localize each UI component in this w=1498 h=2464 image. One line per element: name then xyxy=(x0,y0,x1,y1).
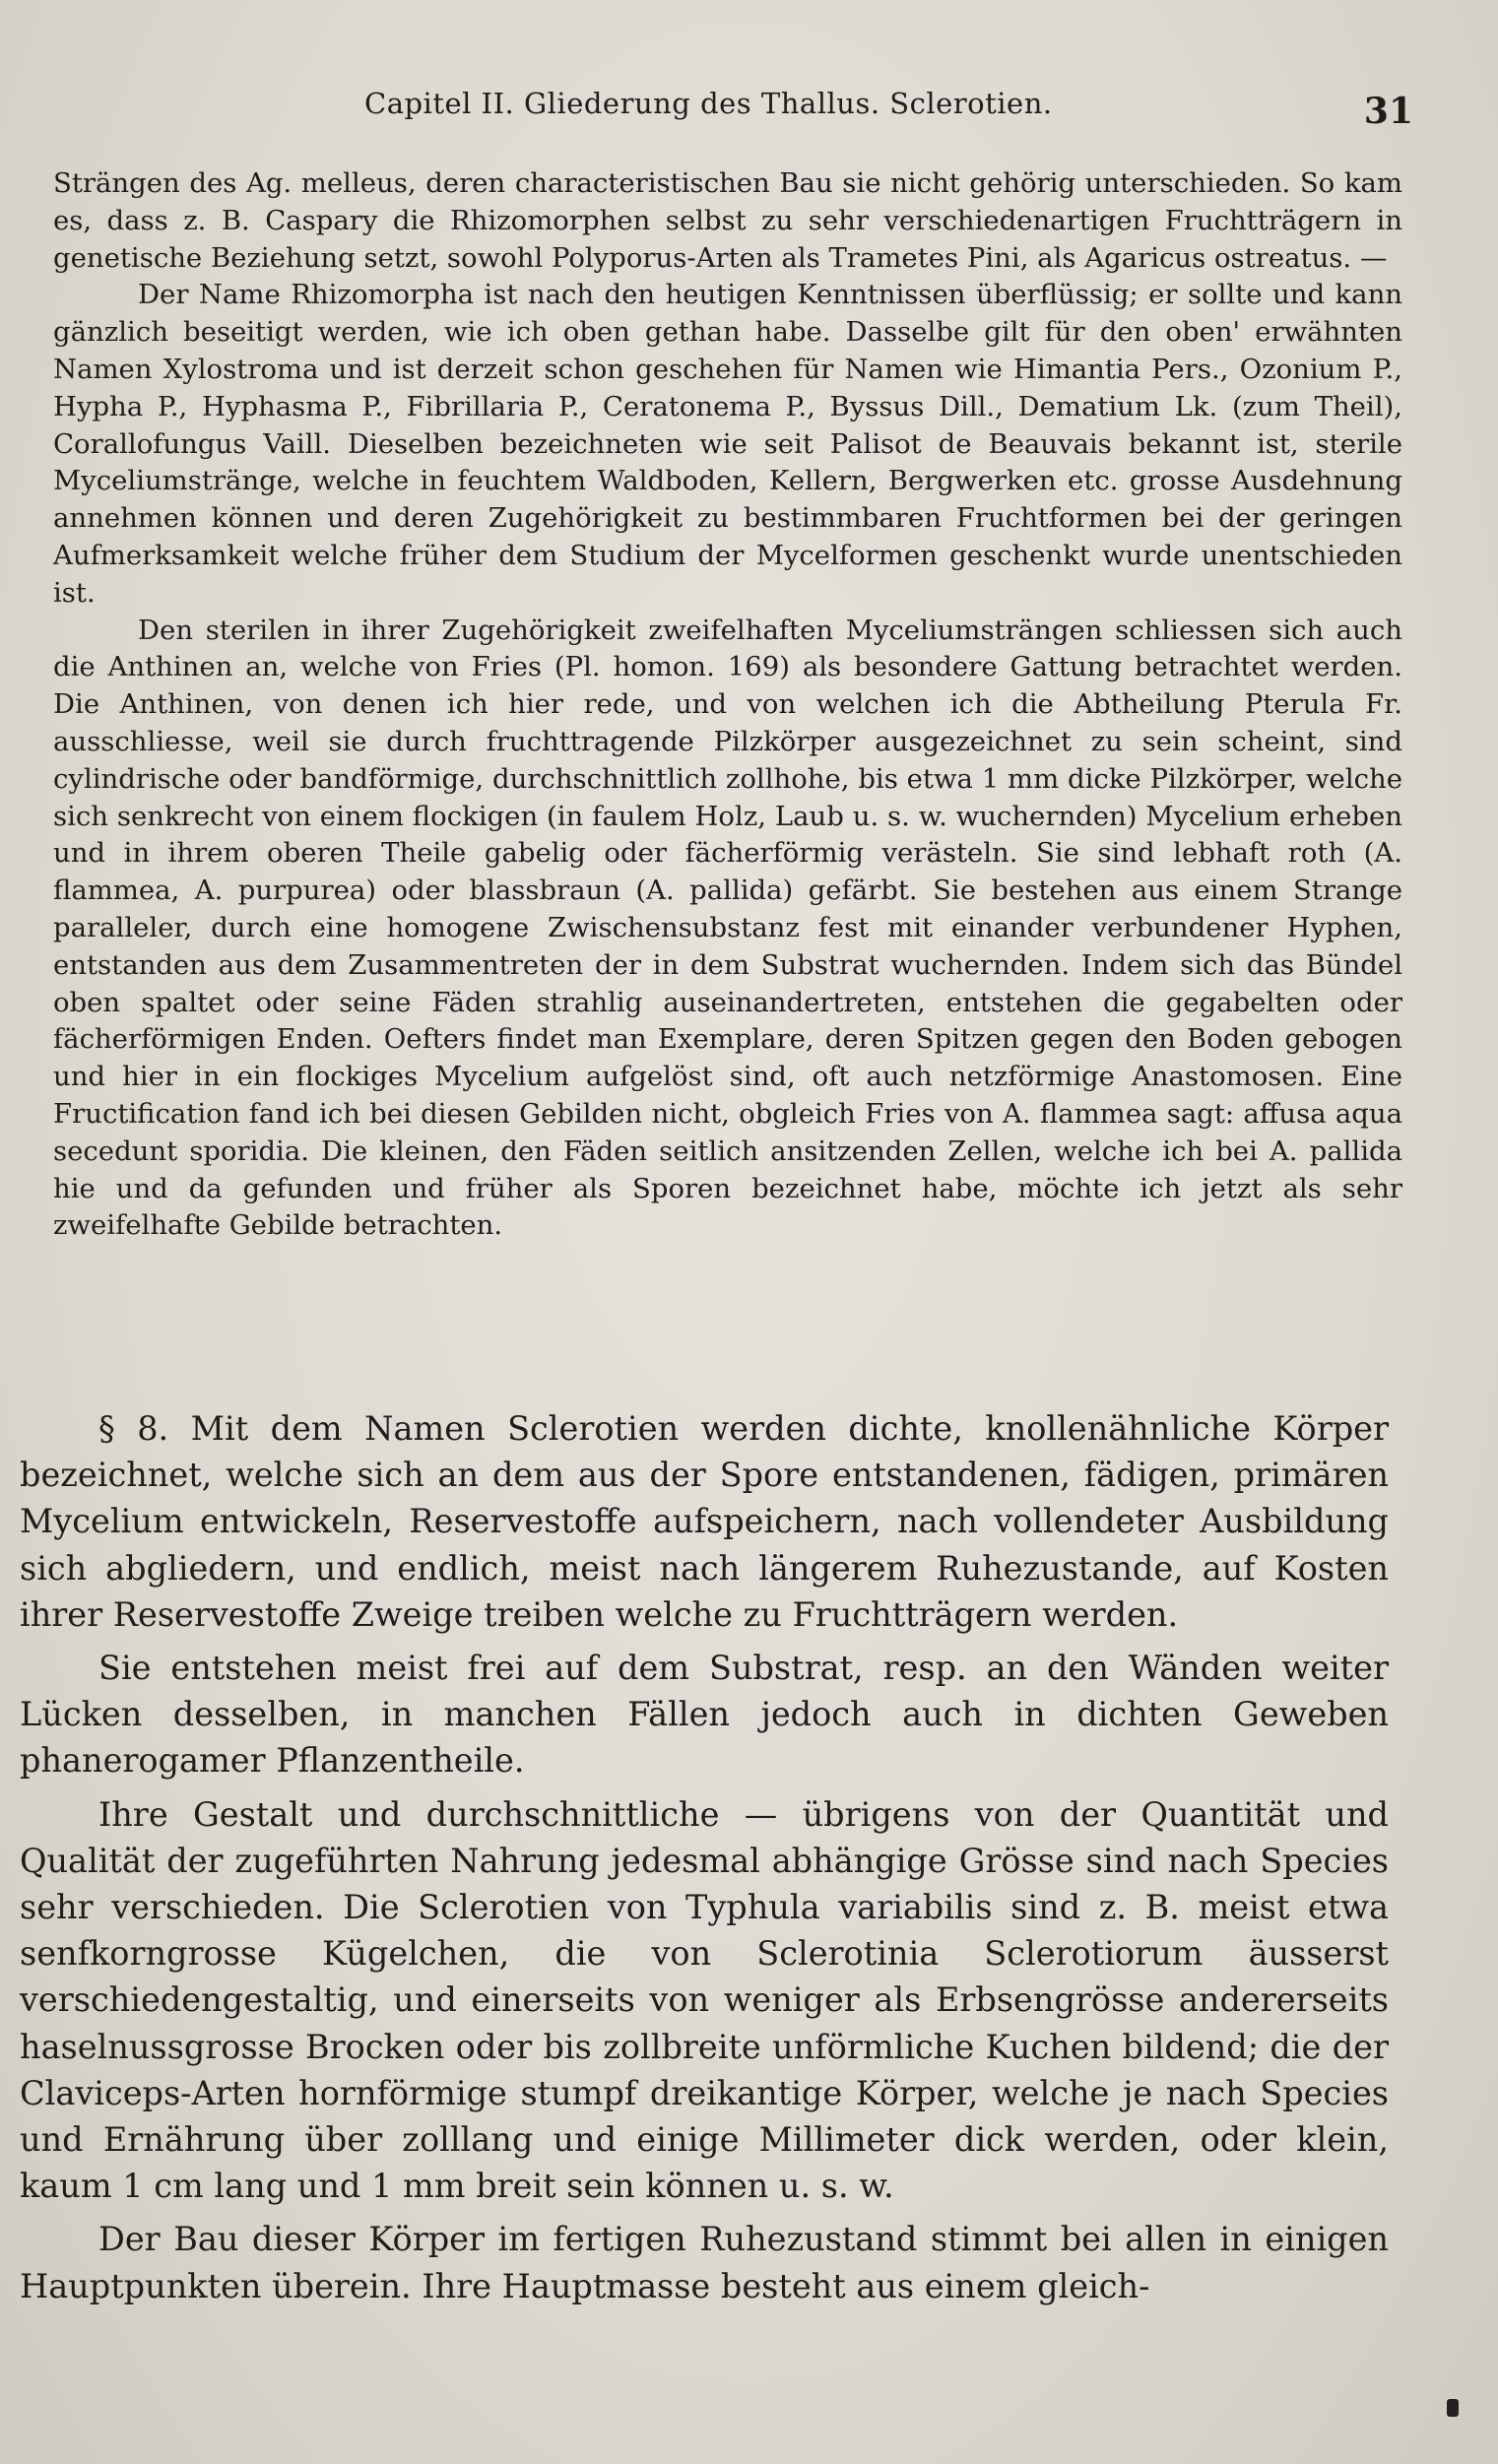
main-text-section xyxy=(20,1405,1389,2309)
small-print-section xyxy=(53,165,1402,1245)
paragraph: Sie entstehen meist frei auf dem Substrat, resp. an den Wänden weiter Lücken desselben, in manchen Fällen jedoch auch in dichten Geweben phanerogamer Pflanzentheile. xyxy=(20,1649,1389,1781)
paragraph: Der Bau dieser Körper im fertigen Ruhezustand stimmt bei allen in einigen Hauptpunkten überein. Ihre Hauptmasse besteht aus einem gleich- xyxy=(20,2220,1389,2305)
paragraph: Ihre Gestalt und durchschnittliche — übrigens von der Quantität und Qualität der zugeführten Nahrung jedesmal abhängige Grösse sind nach Species sehr verschieden. Die Sclerotien von Typhula variabilis sind z. B. meist etwa senfkorngrosse Kügelchen, die von Sclerotinia Sclerotiorum äusserst verschiedengestaltig, und einerseits von weniger als Erbsengrösse andererseits haselnussgrosse Brocken oder bis zollbreite unförmliche Kuchen bildend; die der Claviceps-Arten hornförmige stumpf dreikantige Körper, welche je nach Species und Ernährung über zolllang und einige Millimeter dick werden, oder klein, kaum 1 cm lang und 1 mm breit sein können u. s. w. xyxy=(20,1794,1389,2206)
paragraph: Der Name Rhizomorpha ist nach den heutigen Kenntnissen überflüssig; er sollte und kann gänzlich beseitigt werden, wie ich oben gethan habe. Dasselbe gilt für den oben' erwähnten Namen Xylostroma und ist derzeit schon geschehen für Namen wie Himantia Pers., Ozonium P., Hypha P., Hyphasma P., Fibrillaria P., Ceratonema P., Byssus Dill., Dematium Lk. (zum Theil), Corallofungus Vaill. Dieselben bezeichneten wie seit Palisot de Beauvais bekannt ist, sterile Myceliumstränge, welche in feuchtem Waldboden, Kellern, Bergwerken etc. grosse Ausdehnung annehmen können und deren Zugehörigkeit zu bestimmbaren Fruchtformen bei der geringen Aufmerksamkeit welche früher dem Studium der Mycelformen geschenkt wurde unentschieden ist. xyxy=(53,279,1402,609)
running-title: Capitel II. Gliederung des Thallus. Sclerotien. xyxy=(364,87,1053,120)
ink-smudge xyxy=(1447,2399,1459,2417)
paragraph: Strängen des Ag. melleus, deren characteristischen Bau sie nicht gehörig unterschieden. So kam es, dass z. B. Caspary die Rhizomorphen selbst zu sehr verschiedenartigen Fruchtträgern in genetische Beziehung setzt, sowohl Polyporus-Arten als Trametes Pini, als Agaricus ostreatus. — xyxy=(53,167,1402,274)
paragraph: Den sterilen in ihrer Zugehörigkeit zweifelhaften Myceliumsträngen schliessen sich auch die Anthinen an, welche von Fries (Pl. homon. 169) als besondere Gattung betrachtet werden. Die Anthinen, von denen ich hier rede, und von welchen ich die Abtheilung Pterula Fr. ausschliesse, weil sie durch fruchttragende Pilzkörper ausgezeichnet zu sein scheint, sind cylindrische oder bandförmige, durchschnittlich zollhohe, bis etwa 1 mm dicke Pilzkörper, welche sich senkrecht von einem flockigen (in faulem Holz, Laub u. s. w. wuchernden) Mycelium erheben und in ihrem oberen Theile gabelig oder fächerförmig verästeln. Sie sind lebhaft roth (A. flammea, A. purpurea) oder blassbraun (A. pallida) gefärbt. Sie bestehen aus einem Strange paralleler, durch eine homogene Zwischensubstanz fest mit einander verbundener Hyphen, entstanden aus dem Zusammentreten der in dem Substrat wuchernden. Indem sich das Bündel oben spaltet oder seine Fäden strahlig auseinandertreten, entstehen die gegabelten oder fächerförmigen Enden. Oefters findet man Exemplare, deren Spitzen gegen den Boden gebogen und hier in ein flockiges Mycelium aufgelöst sind, oft auch netzförmige Anastomosen. Eine Fructification fand ich bei diesen Gebilden nicht, obgleich Fries von A. flammea sagt: affusa aqua secedunt sporidia. Die kleinen, den Fäden seitlich ansitzenden Zellen, welche ich bei A. pallida hie und da gefunden und früher als Sporen bezeichnet habe, möchte ich jetzt als sehr zweifelhafte Gebilde betrachten. xyxy=(53,614,1402,1242)
page-number: 31 xyxy=(1363,91,1413,132)
page-header xyxy=(39,87,1459,136)
paragraph: § 8. Mit dem Namen Sclerotien werden dichte, knollenähnliche Körper bezeichnet, welche sich an dem aus der Spore entstandenen, fädigen, primären Mycelium entwickeln, Reservestoffe aufspeichern, nach vollendeter Ausbildung sich abgliedern, und endlich, meist nach längerem Ruhezustande, auf Kosten ihrer Reservestoffe Zweige treiben welche zu Fruchtträgern werden. xyxy=(20,1409,1389,1634)
